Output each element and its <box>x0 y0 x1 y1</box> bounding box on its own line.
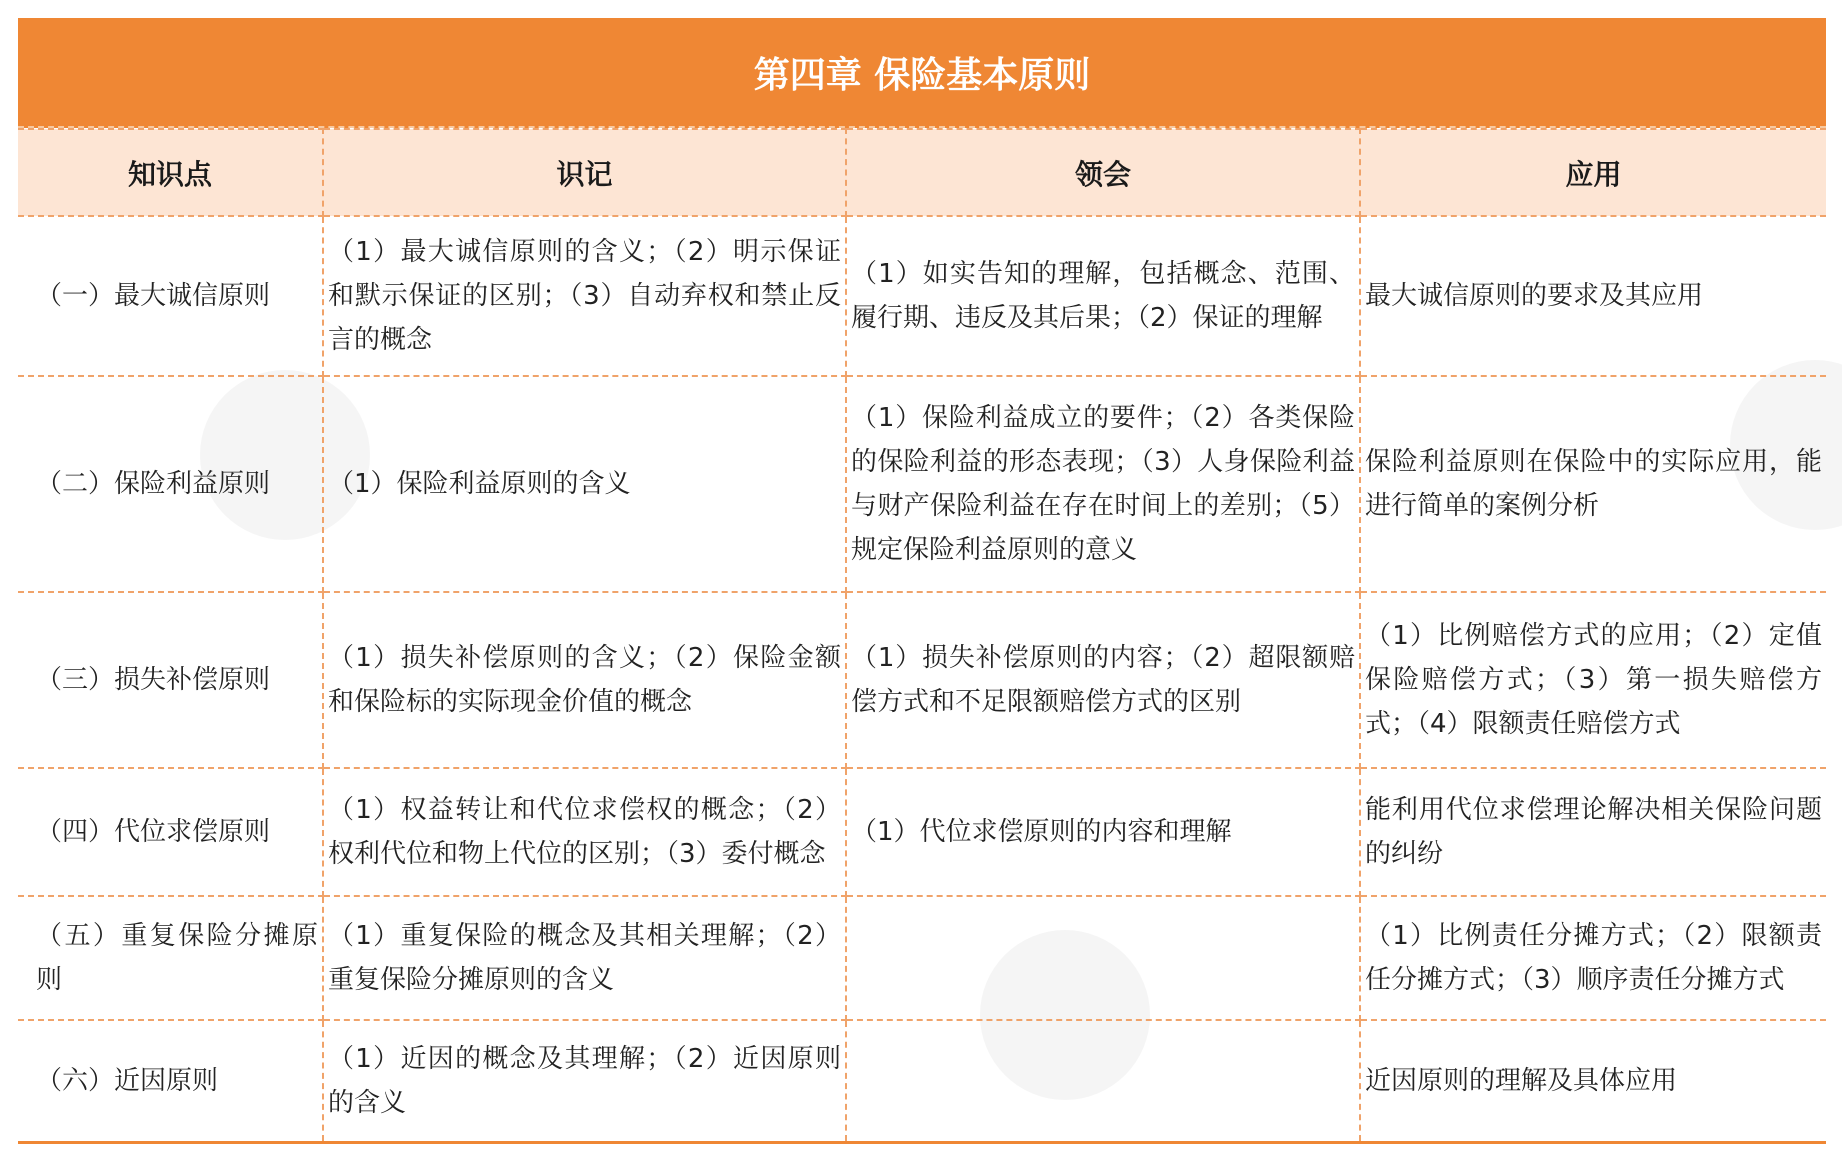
chapter-title: 第四章 保险基本原则 <box>18 18 1826 128</box>
memorize-cell: （1）最大诚信原则的含义；（2）明示保证和默示保证的区别；（3）自动弃权和禁止反言的概念 <box>323 216 846 376</box>
apply-cell: （1）比例赔偿方式的应用；（2）定值保险赔偿方式；（3）第一损失赔偿方式；（4）限额责任赔偿方式 <box>1360 592 1826 768</box>
table-row <box>18 1020 1826 1142</box>
understand-cell: （1）保险利益成立的要件；（2）各类保险的保险利益的形态表现；（3）人身保险利益与财产保险利益在存在时间上的差别；（5）规定保险利益原则的意义 <box>846 376 1360 592</box>
header-understand: 领会 <box>846 129 1360 216</box>
understand-cell <box>846 1020 1360 1142</box>
apply-cell: （1）比例责任分摊方式；（2）限额责任分摊方式；（3）顺序责任分摊方式 <box>1360 896 1826 1020</box>
apply-cell: 能利用代位求偿理论解决相关保险问题的纠纷 <box>1360 768 1826 896</box>
topic-cell: （二）保险利益原则 <box>18 376 323 592</box>
understand-cell: （1）代位求偿原则的内容和理解 <box>846 768 1360 896</box>
apply-cell: 最大诚信原则的要求及其应用 <box>1360 216 1826 376</box>
chapter-table-sheet <box>18 18 1826 1143</box>
understand-cell: （1）如实告知的理解，包括概念、范围、履行期、违反及其后果；（2）保证的理解 <box>846 216 1360 376</box>
table-row <box>18 376 1826 592</box>
apply-cell: 近因原则的理解及具体应用 <box>1360 1020 1826 1142</box>
understand-cell <box>846 896 1360 1020</box>
topic-cell: （一）最大诚信原则 <box>18 216 323 376</box>
header-apply: 应用 <box>1360 129 1826 216</box>
memorize-cell: （1）权益转让和代位求偿权的概念；（2）权利代位和物上代位的区别；（3）委付概念 <box>323 768 846 896</box>
topic-cell: （六）近因原则 <box>18 1020 323 1142</box>
table-row <box>18 216 1826 376</box>
memorize-cell: （1）近因的概念及其理解；（2）近因原则的含义 <box>323 1020 846 1142</box>
memorize-cell: （1）重复保险的概念及其相关理解；（2）重复保险分摊原则的含义 <box>323 896 846 1020</box>
header-topic: 知识点 <box>18 129 323 216</box>
topic-cell: （五）重复保险分摊原则 <box>18 896 323 1020</box>
header-memorize: 识记 <box>323 129 846 216</box>
table-row <box>18 768 1826 896</box>
understand-cell: （1）损失补偿原则的内容；（2）超限额赔偿方式和不足限额赔偿方式的区别 <box>846 592 1360 768</box>
memorize-cell: （1）损失补偿原则的含义；（2）保险金额和保险标的实际现金价值的概念 <box>323 592 846 768</box>
apply-cell: 保险利益原则在保险中的实际应用，能进行简单的案例分析 <box>1360 376 1826 592</box>
memorize-cell: （1）保险利益原则的含义 <box>323 376 846 592</box>
table-row <box>18 592 1826 768</box>
topic-cell: （四）代位求偿原则 <box>18 768 323 896</box>
table-header-row <box>18 129 1826 216</box>
table-row <box>18 896 1826 1020</box>
topic-cell: （三）损失补偿原则 <box>18 592 323 768</box>
knowledge-table <box>18 128 1826 1144</box>
